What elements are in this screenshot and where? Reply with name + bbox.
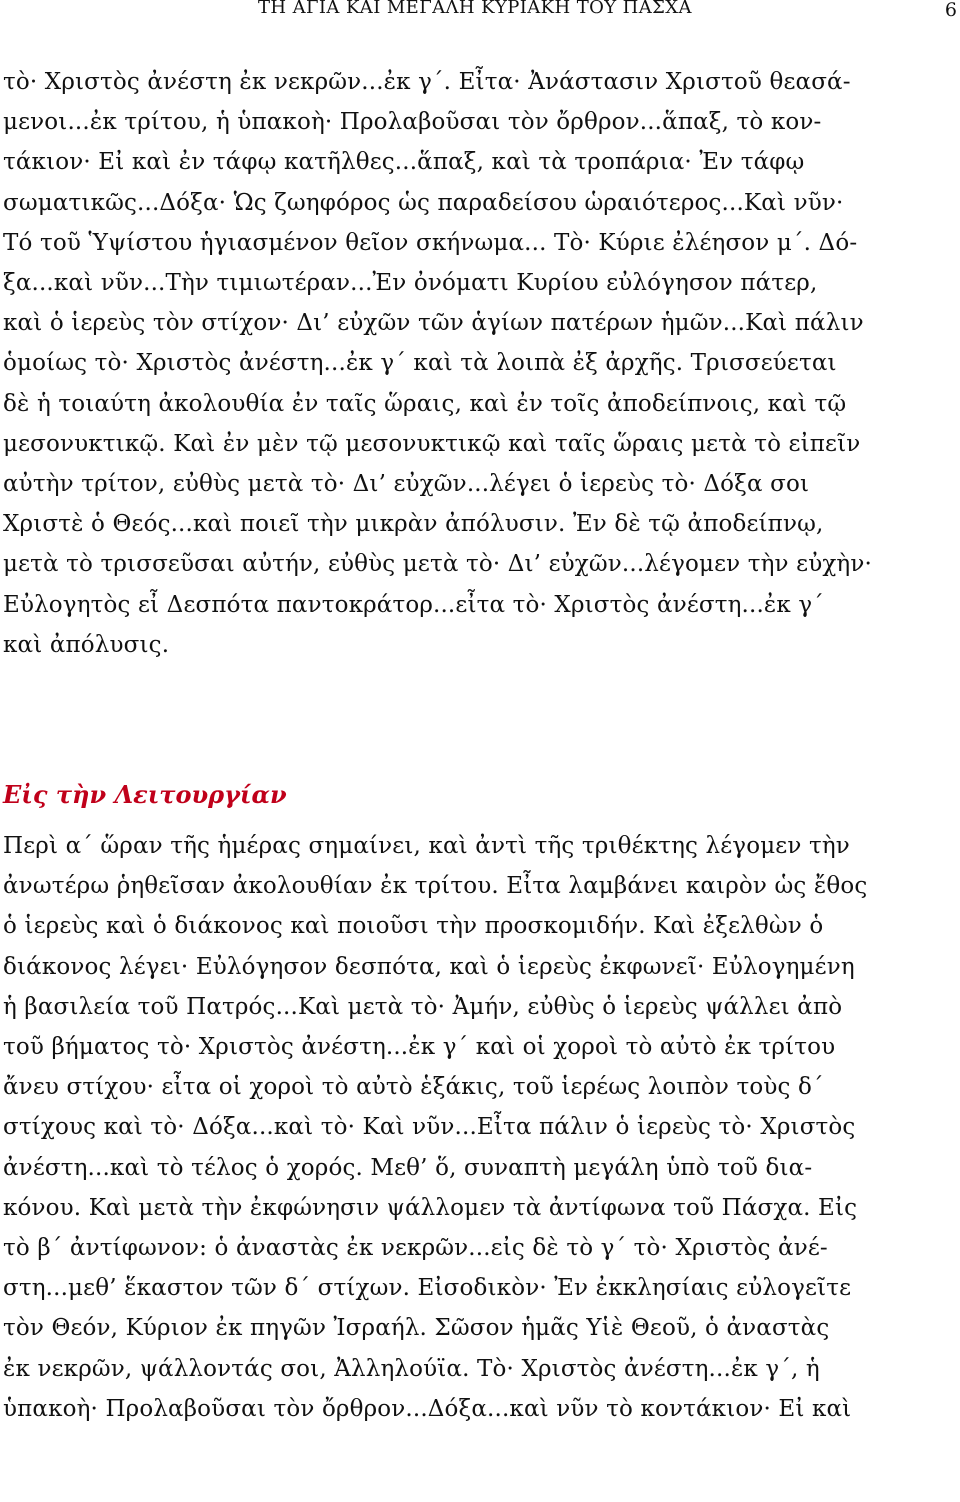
text-line: ἀνωτέρω ῥηθεῖσαν ἀκολουθίαν ἐκ τρίτου. Εἶτα λαμβάνει καιρὸν ὡς ἔθος	[3, 873, 868, 900]
text-line: ὑπακοὴ· Προλαβοῦσαι τὸν ὄρθρον...Δόξα...καὶ νῦν τὸ κοντάκιον· Εἰ καὶ	[3, 1395, 852, 1422]
text-line: τοῦ βήματος τὸ· Χριστὸς ἀνέστη...ἐκ γ΄ καὶ οἱ χοροὶ τὸ αὐτὸ ἐκ τρίτου	[3, 1034, 836, 1061]
text-line: ξα...καὶ νῦν...Τὴν τιμιωτέραν...Ἐν ὀνόματι Κυρίου εὐλόγησον πάτερ,	[3, 270, 818, 297]
running-header-title: ΤΗ ΑΓΙΑ ΚΑΙ ΜΕΓΑΛΗ ΚΥΡΙΑΚΗ ΤΟΥ ΠΑΣΧΑ	[258, 0, 692, 18]
text-line: ἡ βασιλεία τοῦ Πατρός...Καὶ μετὰ τὸ· Ἀμήν, εὐθὺς ὁ ἱερεὺς ψάλλει ἀπὸ	[3, 993, 843, 1020]
text-line: καὶ ὁ ἱερεὺς τὸν στίχον· Δι’ εὐχῶν τῶν ἁγίων πατέρων ἡμῶν...Καὶ πάλιν	[3, 310, 864, 337]
running-header	[0, 0, 960, 30]
text-line: στίχους καὶ τὸ· Δόξα...καὶ τὸ· Καὶ νῦν...Εἶτα πάλιν ὁ ἱερεὺς τὸ· Χριστὸς	[3, 1114, 856, 1141]
text-line: ὁ ἱερεὺς καὶ ὁ διάκονος καὶ ποιοῦσι τὴν προσκομιδήν. Καὶ ἐξελθὼν ὁ	[3, 913, 824, 940]
text-line: τὸν Θεόν, Κύριον ἐκ πηγῶν Ἰσραήλ. Σῶσον ἡμᾶς Υἱὲ Θεοῦ, ὁ ἀναστὰς	[3, 1315, 830, 1342]
text-line: Εὐλογητὸς εἶ Δεσπότα παντοκράτορ...εἶτα τὸ· Χριστὸς ἀνέστη...ἐκ γ΄	[3, 591, 824, 618]
text-line: μεσονυκτικῷ. Καὶ ἐν μὲν τῷ μεσονυκτικῷ καὶ ταῖς ὥραις μετὰ τὸ εἰπεῖν	[3, 430, 861, 457]
text-line: τάκιον· Εἰ καὶ ἐν τάφῳ κατῆλθες...ἅπαξ, καὶ τὰ τροπάρια· Ἐν τάφῳ	[3, 149, 805, 176]
text-line: ἄνευ στίχου· εἶτα οἱ χοροὶ τὸ αὐτὸ ἑξάκις, τοῦ ἱερέως λοιπὸν τοὺς δ΄	[3, 1074, 824, 1101]
text-line: δὲ ἡ τοιαύτη ἀκολουθία ἐν ταῖς ὥραις, καὶ ἐν τοῖς ἀποδείπνοις, καὶ τῷ	[3, 390, 847, 417]
text-line: τὸ β΄ ἀντίφωνον: ὁ ἀναστὰς ἐκ νεκρῶν...εἰς δὲ τὸ γ΄ τὸ· Χριστὸς ἀνέ-	[3, 1235, 828, 1262]
text-line: κόνου. Καὶ μετὰ τὴν ἐκφώνησιν ψάλλομεν τὰ ἀντίφωνα τοῦ Πάσχα. Εἰς	[3, 1194, 858, 1221]
text-line: διάκονος λέγει· Εὐλόγησον δεσπότα, καὶ ὁ ἱερεὺς ἐκφωνεῖ· Εὐλογημένη	[3, 953, 855, 980]
text-line: μενοι...ἐκ τρίτου, ἡ ὑπακοὴ· Προλαβοῦσαι τὸν ὄρθρον...ἅπαξ, τὸ κον-	[3, 109, 822, 136]
text-line: μετὰ τὸ τρισσεῦσαι αὐτήν, εὐθὺς μετὰ τὸ· Δι’ εὐχῶν...λέγομεν τὴν εὐχὴν·	[3, 551, 872, 578]
text-line: ἐκ νεκρῶν, ψάλλοντάς σοι, Ἀλληλούϊα. Τὸ· Χριστὸς ἀνέστη...ἐκ γ΄, ἡ	[3, 1355, 820, 1382]
text-line: αὐτὴν τρίτον, εὐθὺς μετὰ τὸ· Δι’ εὐχῶν...λέγει ὁ ἱερεὺς τὸ· Δόξα σοι	[3, 471, 810, 498]
section-heading: Εἰς τὴν Λειτουργίαν	[3, 780, 287, 809]
text-line: Περὶ α΄ ὥραν τῆς ἡμέρας σημαίνει, καὶ ἀντὶ τῆς τριθέκτης λέγομεν τὴν	[3, 833, 850, 859]
text-line: ὁμοίως τὸ· Χριστὸς ἀνέστη...ἐκ γ΄ καὶ τὰ λοιπὰ ἐξ ἀρχῆς. Τρισσεύεται	[3, 350, 837, 377]
text-line: Τό τοῦ Ὑψίστου ἡγιασμένον θεῖον σκήνωμα... Τὸ· Κύριε ἐλέησον μ΄. Δό-	[3, 229, 858, 256]
text-line: καὶ ἀπόλυσις.	[3, 631, 170, 658]
page-number: 6	[944, 0, 957, 21]
text-line: ἀνέστη...καὶ τὸ τέλος ὁ χορός. Μεθ’ ὅ, συναπτὴ μεγάλη ὑπὸ τοῦ δια-	[3, 1154, 813, 1181]
text-line: Χριστὲ ὁ Θεός...καὶ ποιεῖ τὴν μικρὰν ἀπόλυσιν. Ἐν δὲ τῷ ἀποδείπνῳ,	[3, 511, 824, 538]
body-paragraph	[3, 62, 958, 665]
text-line: τὸ· Χριστὸς ἀνέστη ἐκ νεκρῶν...ἐκ γ΄. Εἶτα· Ἀνάστασιν Χριστοῦ θεασά-	[3, 69, 851, 95]
body-paragraph	[3, 826, 958, 1429]
text-line: σωματικῶς...Δόξα· Ὡς ζωηφόρος ὡς παραδείσου ὡραιότερος...Καὶ νῦν·	[3, 189, 844, 216]
text-line: στη...μεθ’ ἕκαστον τῶν δ΄ στίχων. Εἰσοδικὸν· Ἐν ἐκκλησίαις εὐλογεῖτε	[3, 1275, 852, 1302]
